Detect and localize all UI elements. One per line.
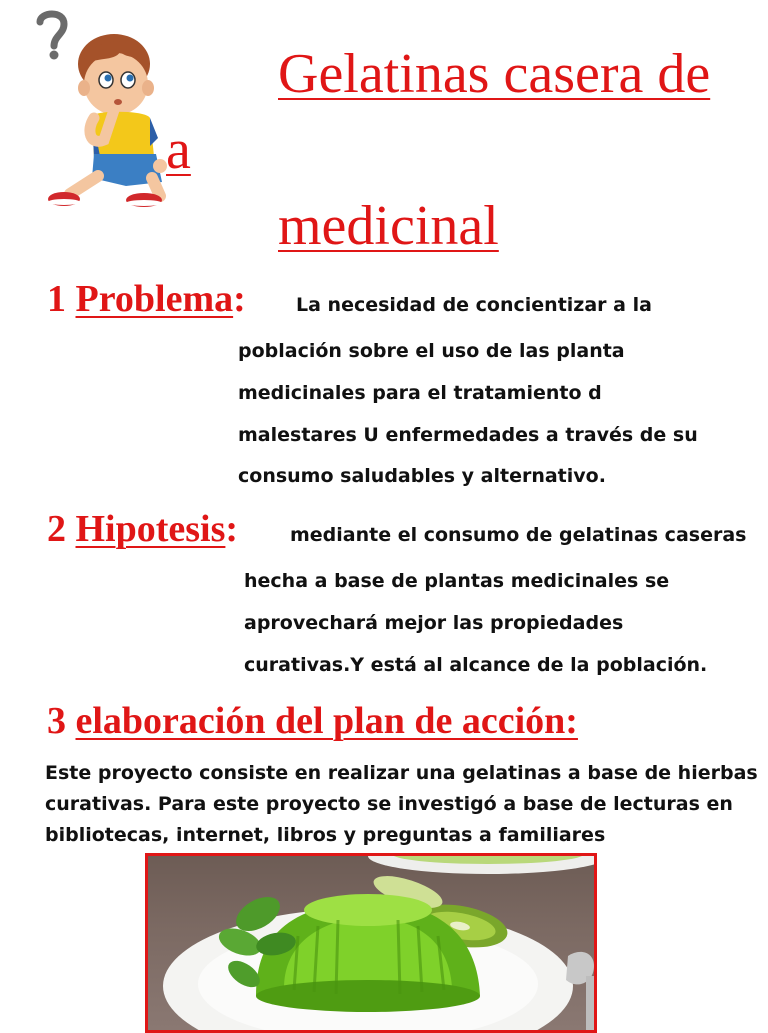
page-title-line-3: medicinal (278, 195, 499, 257)
section-1-heading (47, 280, 246, 318)
section-2-line-1: mediante el consumo de gelatinas caseras (290, 524, 747, 546)
section-3-line-1: Este proyecto consiste en realizar una gelatinas a base de hierbas (45, 762, 758, 784)
section-2-line-4: curativas.Y está al alcance de la población. (244, 654, 708, 676)
thinking-boy-illustration (34, 6, 174, 211)
section-1-number: 1 (47, 278, 66, 320)
section-2-line-2: hecha a base de plantas medicinales se (244, 570, 670, 592)
section-1-line-2: población sobre el uso de las planta (238, 340, 625, 362)
gelatin-photo-image (148, 856, 594, 1030)
section-3-paragraph (45, 758, 758, 851)
section-3-heading (47, 702, 578, 740)
question-mark-icon (40, 14, 64, 60)
section-2-line-3: aprovechará mejor las propiedades (244, 612, 624, 634)
section-3-number: 3 (47, 700, 66, 742)
section-2-number: 2 (47, 508, 66, 550)
section-3-line-2: curativas. Para este proyecto se investigó a base de lecturas en (45, 793, 733, 815)
section-3-line-3: bibliotecas, internet, libros y preguntas a familiares (45, 824, 606, 846)
section-1-title: Problema (75, 278, 234, 320)
section-1-line-3: medicinales para el tratamiento d (238, 382, 602, 404)
section-1-colon: : (233, 278, 246, 320)
section-2-heading (47, 510, 238, 548)
section-1-line-1: La necesidad de concientizar a la (296, 294, 652, 316)
gelatin-photo (145, 853, 597, 1033)
page-title-line-1: Gelatinas casera de (278, 43, 711, 105)
section-3-title: elaboración del plan de acción: (75, 700, 578, 742)
section-1-line-5: consumo saludables y alternativo. (238, 465, 606, 487)
section-2-colon: : (225, 508, 239, 550)
section-2-title: Hipotesis (75, 508, 226, 550)
section-1-line-4: malestares U enfermedades a través de su (238, 424, 698, 446)
page-title-line-2: a (166, 119, 191, 181)
